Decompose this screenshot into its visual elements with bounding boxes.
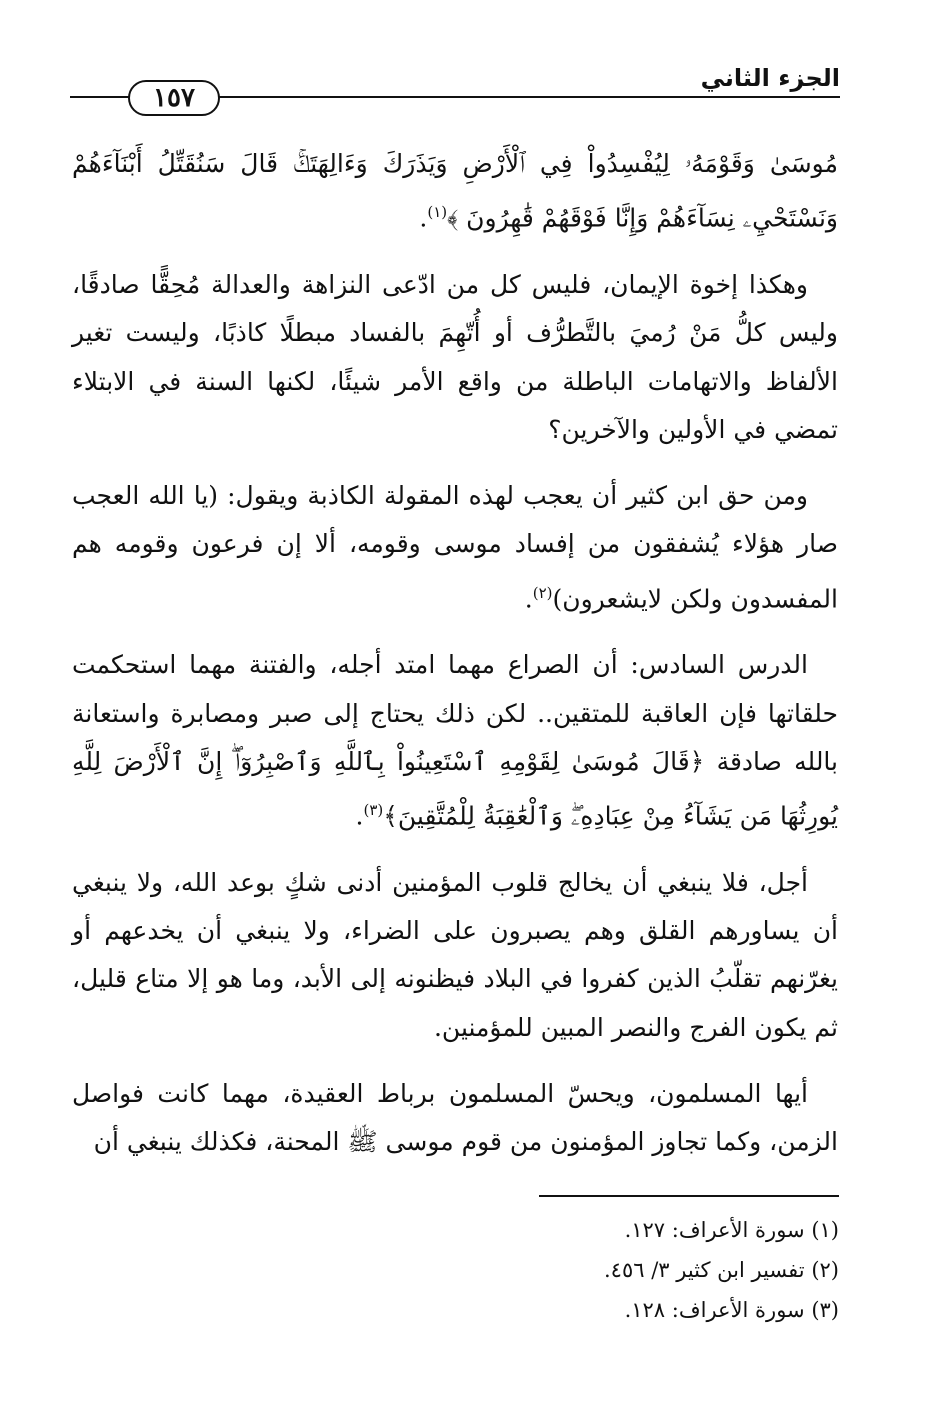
- running-title: الجزء الثاني: [700, 64, 840, 92]
- paragraph-4: أجل، فلا ينبغي أن يخالج قلوب المؤمنين أدنى شكٍ بوعد الله، ولا ينبغي أن يساورهم القلق وهم يصبرون على الضراء، ولا ينبغي أن يخدعهم أو يغرّنهم تقلّبُ الذين كفروا في البلاد فيظنونه إلى الأبد، وما هو إلا متاع قليل، ثم يكون الفرج والنصر المبين للمؤمنين.: [72, 867, 838, 1042]
- paragraph-3: الدرس السادس: أن الصراع مهما امتد أجله، والفتنة مهما استحكمت حلقاتها فإن العاقبة للمتقين.. لكن ذلك يحتاج إلى صبر ومصابرة واستعانة بالله صادقة ﴿قَالَ مُوسَىٰ لِقَوْمِهِ ٱسْتَعِينُواْ بِٱللَّهِ وَٱصْبِرُوٓاْۖ إِنَّ ٱلْأَرْضَ لِلَّهِ يُورِثُهَا مَن يَشَآءُ مِنْ عِبَادِهِۦۖ وَٱلْعَٰقِبَةُ لِلْمُتَّقِينَ﴾$^{(٣)}$.: [72, 650, 839, 831]
- paragraph-3-text: الدرس السادس: أن الصراع مهما امتد أجله، والفتنة مهما استحكمت حلقاتها فإن العاقبة للمتقين.. لكن ذلك يحتاج إلى صبر ومصابرة واستعانة بالله صادقة: [72, 650, 839, 776]
- page-number: ١٥٧: [128, 80, 220, 116]
- footnote-ref-3: (٣): [363, 801, 384, 820]
- paragraph-5: أيها المسلمون، ويحسّ المسلمون برباط العقيدة، مهما كانت فواصل الزمن، وكما تجاوز المؤمنون من قوم موسى ﷺ المحنة، فكذلك ينبغي أن: [72, 1079, 838, 1157]
- footnotes: [339, 1210, 839, 1330]
- footnote-2: (٢) تفسير ابن كثير ٣/ ٤٥٦.: [603, 1258, 839, 1282]
- footnote-1: (١) سورة الأعراف: ١٢٧.: [624, 1218, 839, 1242]
- footnote-rule: [539, 1195, 839, 1197]
- quran-text: مُوسَىٰ وَقَوْمَهُۥ لِيُفْسِدُواْ فِي ٱلْأَرْضِ وَيَذَرَكَ وَءَالِهَتَكَۚ قَالَ سَنُقَتِّلُ أَبْنَآءَهُمْ وَنَسْتَحْيِۦ نِسَآءَهُمْ وَإِنَّا فَوْقَهُمْ قَٰهِرُونَ ﴾: [72, 149, 838, 233]
- footnote-ref-1: (١): [427, 203, 448, 222]
- paragraph-1: وهكذا إخوة الإيمان، فليس كل من ادّعى النزاهة والعدالة مُحِقًّا صادقًا، وليس كلُّ مَنْ رُميَ بالتَّطرُّف أو أُتّهِمَ بالفساد مبطلًا كاذبًا، وليست تغير الألفاظ والاتهامات الباطلة من واقع الأمر شيئًا، لكنها السنة في الابتلاء تمضي في الأولين والآخرين؟: [72, 269, 838, 444]
- footnote-3: (٣) سورة الأعراف: ١٢٨.: [624, 1298, 839, 1322]
- page-body: [72, 140, 838, 1185]
- quran-verse-continuation: مُوسَىٰ وَقَوْمَهُۥ لِيُفْسِدُواْ فِي ٱلْأَرْضِ وَيَذَرَكَ وَءَالِهَتَكَۚ قَالَ سَنُقَتِّلُ أَبْنَآءَهُمْ وَنَسْتَحْيِۦ نِسَآءَهُمْ وَإِنَّا فَوْقَهُمْ قَٰهِرُونَ ﴾$^{(١)}$.: [72, 149, 838, 233]
- footnote-ref-2: (٢): [532, 583, 553, 602]
- paragraph-3-quran: ﴿قَالَ مُوسَىٰ لِقَوْمِهِ ٱسْتَعِينُواْ بِٱللَّهِ وَٱصْبِرُوٓاْۖ إِنَّ ٱلْأَرْضَ لِلَّهِ يُورِثُهَا مَن يَشَآءُ مِنْ عِبَادِهِۦۖ وَٱلْعَٰقِبَةُ لِلْمُتَّقِينَ﴾: [72, 746, 838, 831]
- page-header: [70, 58, 840, 138]
- paragraph-2: ومن حق ابن كثير أن يعجب لهذه المقولة الكاذبة ويقول: (يا الله العجب صار هؤلاء يُشفقون من إفساد موسى وقومه، ألا إن فرعون وقومه هم المفسدون ولكن لايشعرون)$^{(٢)}$.: [72, 481, 838, 614]
- paragraph-2-text: ومن حق ابن كثير أن يعجب لهذه المقولة الكاذبة ويقول: (يا الله العجب صار هؤلاء يُشفقون من إفساد موسى وقومه، ألا إن فرعون وقومه هم المفسدون ولكن لايشعرون): [72, 481, 838, 614]
